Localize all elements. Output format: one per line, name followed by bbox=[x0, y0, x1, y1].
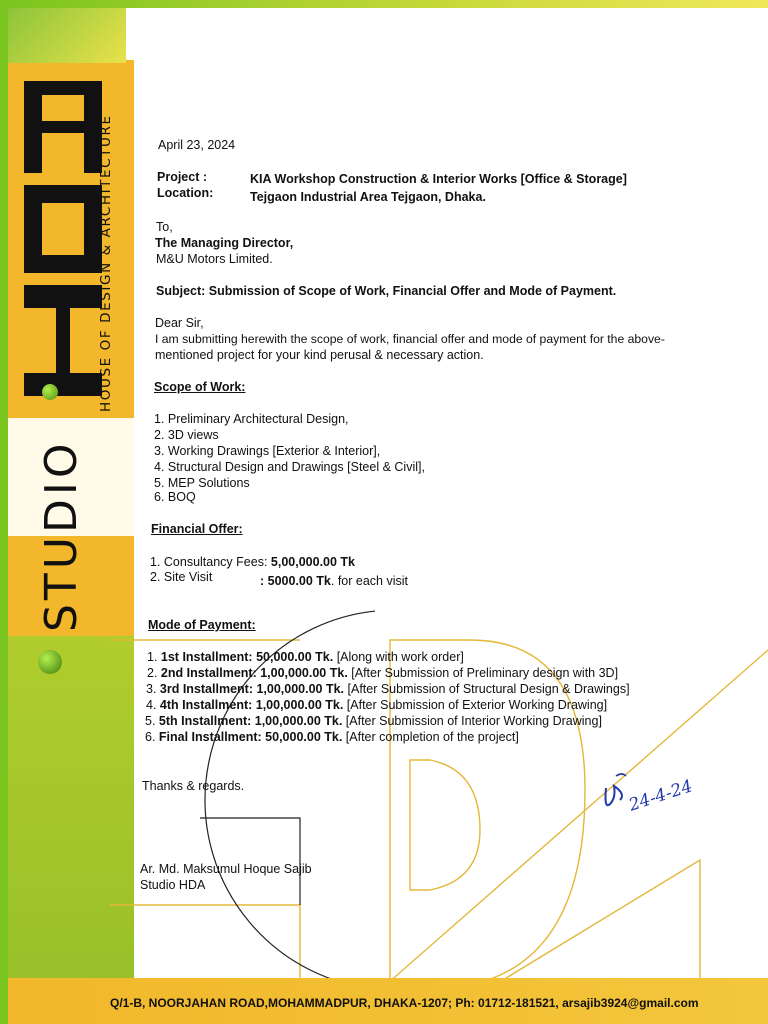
payment-item bbox=[147, 650, 464, 664]
payment-item bbox=[145, 714, 602, 728]
payment-number: 3. bbox=[146, 682, 160, 696]
recipient-company: M&U Motors Limited. bbox=[156, 252, 273, 266]
scope-item: 3. Working Drawings [Exterior & Interior], bbox=[154, 444, 381, 458]
payment-note: [Along with work order] bbox=[333, 650, 464, 664]
payment-note: [After Submission of Preliminary design with 3D] bbox=[347, 666, 619, 680]
payment-label: 2nd Installment: 1,00,000.00 Tk. bbox=[160, 666, 348, 680]
financial-label: 2. Site Visit bbox=[150, 570, 213, 584]
financial-amount: 5,00,000.00 Tk bbox=[270, 555, 356, 569]
signatory-name: Ar. Md. Maksumul Hoque Sajib bbox=[140, 862, 312, 876]
payment-note: [After completion of the project] bbox=[342, 730, 519, 744]
payment-item bbox=[146, 698, 607, 712]
payment-label: 5th Installment: 1,00,000.00 Tk. bbox=[158, 714, 343, 728]
subject-line: Subject: Submission of Scope of Work, Financial Offer and Mode of Payment. bbox=[156, 284, 617, 298]
body-paragraph: I am submitting herewith the scope of work, financial offer and mode of payment for the above- bbox=[155, 332, 665, 346]
location-value: Tejgaon Industrial Area Tejgaon, Dhaka. bbox=[250, 190, 486, 204]
financial-label: 1. Consultancy Fees: bbox=[150, 555, 271, 569]
financial-note: . for each visit bbox=[330, 574, 409, 588]
scope-item: 5. MEP Solutions bbox=[154, 476, 250, 490]
project-label: Project : bbox=[157, 170, 208, 184]
scope-item: 4. Structural Design and Drawings [Steel & Civil], bbox=[154, 460, 425, 474]
to-line: To, bbox=[156, 220, 173, 234]
studio-word-text: STUDIO bbox=[36, 439, 87, 632]
financial-amount: : 5000.00 Tk bbox=[260, 574, 331, 588]
payment-item bbox=[147, 666, 618, 680]
scope-item: 1. Preliminary Architectural Design, bbox=[154, 412, 349, 426]
payment-note: [After Submission of Structural Design & Drawings] bbox=[344, 682, 630, 696]
letter-date: April 23, 2024 bbox=[158, 138, 236, 152]
financial-item bbox=[150, 570, 212, 584]
signatory-org: Studio HDA bbox=[140, 878, 206, 892]
payment-number: 6. bbox=[145, 730, 159, 744]
payment-label: 3rd Installment: 1,00,000.00 Tk. bbox=[159, 682, 345, 696]
footer-address: Q/1-B, NOORJAHAN ROAD,MOHAMMADPUR, DHAKA-1207; Ph: 01712-181521, arsajib3924@gmail.com bbox=[110, 996, 699, 1010]
payment-note: [After Submission of Exterior Working Drawing] bbox=[343, 698, 608, 712]
payment-item bbox=[146, 682, 630, 696]
body-paragraph: mentioned project for your kind perusal & necessary action. bbox=[155, 348, 484, 362]
tagline: HOUSE OF DESIGN & ARCHITECTURE bbox=[98, 114, 114, 412]
payment-number: 1. bbox=[147, 650, 161, 664]
closing: Thanks & regards. bbox=[142, 779, 245, 793]
payment-label: 1st Installment: 50,000.00 Tk. bbox=[160, 650, 334, 664]
payment-number: 5. bbox=[145, 714, 159, 728]
financial-heading: Financial Offer: bbox=[151, 522, 243, 536]
scope-item: 2. 3D views bbox=[154, 428, 219, 442]
recipient-title: The Managing Director, bbox=[155, 236, 294, 250]
payment-label: 4th Installment: 1,00,000.00 Tk. bbox=[159, 698, 344, 712]
salutation: Dear Sir, bbox=[155, 316, 204, 330]
scope-item: 6. BOQ bbox=[154, 490, 196, 504]
location-label: Location: bbox=[157, 186, 214, 200]
project-value: KIA Workshop Construction & Interior Works [Office & Storage] bbox=[250, 172, 627, 186]
payment-number: 2. bbox=[147, 666, 161, 680]
payment-number: 4. bbox=[146, 698, 160, 712]
payment-note: [After Submission of Interior Working Drawing] bbox=[342, 714, 602, 728]
scope-heading: Scope of Work: bbox=[154, 380, 246, 394]
payment-item bbox=[145, 730, 519, 744]
handwritten-date: 24-4-24 bbox=[626, 776, 696, 816]
payment-label: Final Installment: 50,000.00 Tk. bbox=[158, 730, 343, 744]
financial-item bbox=[150, 555, 355, 569]
payment-heading: Mode of Payment: bbox=[148, 618, 256, 632]
financial-item-value bbox=[260, 574, 408, 588]
